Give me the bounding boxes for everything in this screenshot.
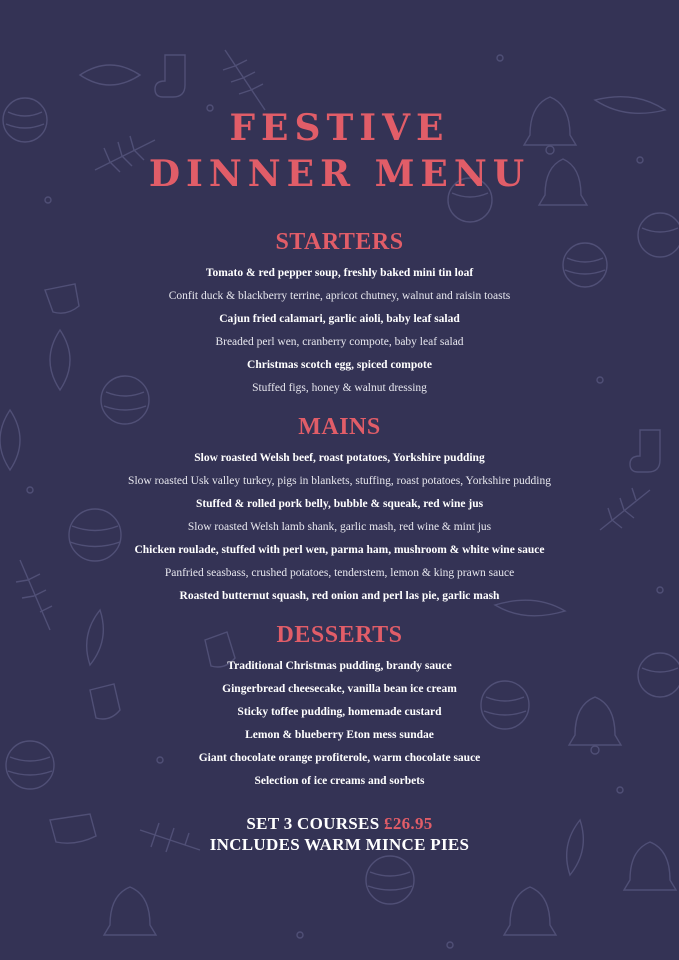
main-item: Slow roasted Usk valley turkey, pigs in blankets, stuffing, roast potatoes, Yorkshire pudding bbox=[128, 475, 551, 487]
starter-item: Tomato & red pepper soup, freshly baked mini tin loaf bbox=[205, 267, 474, 279]
dessert-item: Gingerbread cheesecake, vanilla bean ice cream bbox=[222, 683, 457, 695]
mains-heading: MAINS bbox=[298, 414, 381, 440]
set-price: £26.95 bbox=[384, 814, 433, 833]
starter-item: Christmas scotch egg, spiced compote bbox=[247, 359, 432, 371]
includes-line: INCLUDES WARM MINCE PIES bbox=[209, 835, 470, 854]
dessert-item: Selection of ice creams and sorbets bbox=[254, 775, 425, 787]
dessert-item: Giant chocolate orange profiterole, warm chocolate sauce bbox=[198, 752, 481, 764]
main-item: Slow roasted Welsh beef, roast potatoes, Yorkshire pudding bbox=[194, 452, 485, 464]
main-item: Roasted butternut squash, red onion and perl las pie, garlic mash bbox=[179, 590, 500, 602]
menu-title-line1: FESTIVE bbox=[229, 107, 450, 149]
desserts-heading: DESSERTS bbox=[276, 622, 403, 648]
set-price-line bbox=[0, 814, 679, 834]
dessert-item: Sticky toffee pudding, homemade custard bbox=[237, 706, 442, 718]
starter-item: Stuffed figs, honey & walnut dressing bbox=[252, 382, 427, 394]
main-item: Panfried seasbass, crushed potatoes, tenderstem, lemon & king prawn sauce bbox=[164, 567, 515, 579]
dessert-item: Traditional Christmas pudding, brandy sauce bbox=[227, 660, 452, 672]
menu-title-line2: DINNER MENU bbox=[148, 153, 531, 195]
starter-item: Confit duck & blackberry terrine, apricot chutney, walnut and raisin toasts bbox=[168, 290, 511, 302]
starter-item: Breaded perl wen, cranberry compote, baby leaf salad bbox=[215, 336, 464, 348]
main-item: Slow roasted Welsh lamb shank, garlic mash, red wine & mint jus bbox=[187, 521, 492, 533]
main-item: Chicken roulade, stuffed with perl wen, parma ham, mushroom & white wine sauce bbox=[134, 544, 545, 556]
dessert-item: Lemon & blueberry Eton mess sundae bbox=[245, 729, 434, 741]
set-courses-label: SET 3 COURSES bbox=[246, 814, 380, 833]
starter-item: Cajun fried calamari, garlic aioli, baby leaf salad bbox=[219, 313, 460, 325]
main-item: Stuffed & rolled pork belly, bubble & squeak, red wine jus bbox=[195, 498, 484, 510]
starters-heading: STARTERS bbox=[275, 229, 404, 255]
